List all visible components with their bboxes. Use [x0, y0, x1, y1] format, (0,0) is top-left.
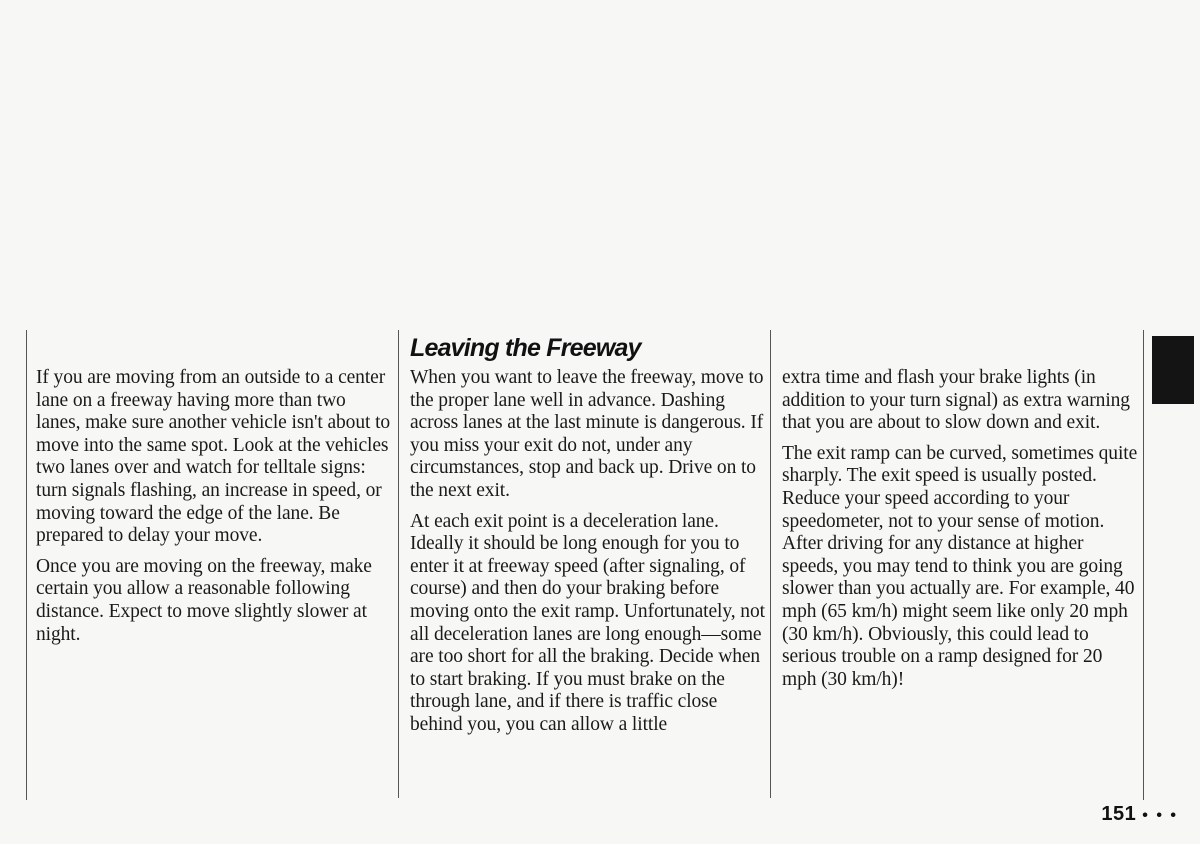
middle-column	[410, 367, 766, 745]
section-tab-marker	[1152, 336, 1194, 404]
left-column	[36, 367, 392, 654]
column-rule-middle	[398, 330, 399, 798]
paragraph: extra time and flash your brake lights (in addition to your turn signal) as extra warning that you are about to slow down and exit.	[782, 367, 1130, 434]
paragraph: When you want to leave the freeway, move to the proper lane well in advance. Dashing across lanes at the last minute is dangerous. If you miss your exit do not, under any circumstances, stop and back up. Drive on to the next exit.	[410, 367, 764, 501]
continuation-dots: • • •	[1142, 807, 1178, 824]
paragraph: If you are moving from an outside to a center lane on a freeway having more than two lanes, make sure another vehicle isn't about to move into the same spot. Look at the vehicles two lanes over and watch for telltale signs: turn signals flashing, an increase in speed, or moving toward the edge of the lane. Be prepared to delay your move.	[36, 367, 391, 547]
paragraph: Once you are moving on the freeway, make certain you allow a reasonable following distance. Expect to move slightly slower at night.	[36, 555, 372, 645]
column-rule-edge	[1143, 330, 1144, 800]
page-number-value: 151	[1101, 803, 1137, 825]
right-column	[782, 367, 1138, 699]
paragraph: At each exit point is a deceleration lane. Ideally it should be long enough for you to enter it at freeway speed (after signaling, of course) and then do your braking before moving onto the exit ramp. Unfortunately, not all deceleration lanes are long enough—some are too short for all the braking. Decide when to start braking. If you must brake on the through lane, and if there is traffic close behind you, you can allow a little	[410, 510, 765, 735]
section-heading: Leaving the Freeway	[410, 334, 641, 362]
paragraph: The exit ramp can be curved, sometimes quite sharply. The exit speed is usually posted. Reduce your speed according to your speedometer, not to your sense of motion. After driving for any distance at higher speeds, you may tend to think you are going slower than you actually are. For example, 40 mph (65 km/h) might seem like only 20 mph (30 km/h). Obviously, this could lead to serious trouble on a ramp designed for 20 mph (30 km/h)!	[782, 442, 1138, 690]
column-rule-right	[770, 330, 771, 798]
column-rule-left	[26, 330, 27, 800]
page-number	[1101, 803, 1178, 826]
